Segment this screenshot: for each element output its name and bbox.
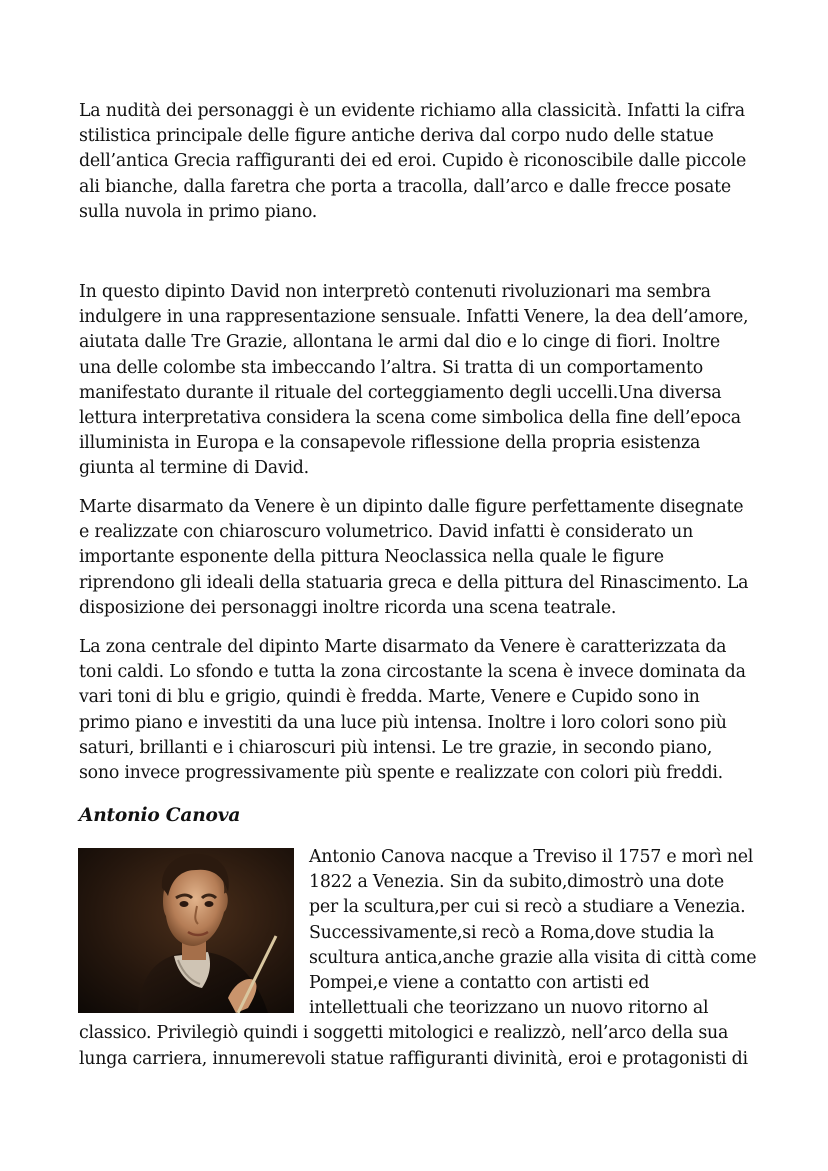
text-line: 1822 a Venezia. Sin da subito,dimostrò una dote bbox=[309, 872, 724, 893]
paragraph-chiaroscuro bbox=[79, 495, 751, 621]
text-line: vari toni di blu e grigio, quindi è fredda. Marte, Venere e Cupido sono in bbox=[79, 687, 700, 708]
text-line: dell’antica Grecia raffiguranti dei ed eroi. Cupido è riconoscibile dalle piccole bbox=[79, 151, 746, 172]
text-line: una delle colombe sta imbeccando l’altra. Si tratta di un comportamento bbox=[79, 357, 703, 378]
text-line: saturi, brillanti e i chiaroscuri più intensi. Le tre grazie, in secondo piano, bbox=[79, 737, 713, 758]
text-line: ali bianche, dalla faretra che porta a tracolla, dall’arco e dalle frecce posate bbox=[79, 176, 731, 197]
paragraph-interpretazione bbox=[79, 280, 751, 482]
text-line: e realizzate con chiaroscuro volumetrico. David infatti è considerato un bbox=[79, 522, 694, 543]
text-line: La zona centrale del dipinto Marte disarmato da Venere è caratterizzata da bbox=[79, 637, 727, 657]
text-line: indulgere in una rappresentazione sensuale. Infatti Venere, la dea dell’amore, bbox=[79, 307, 749, 328]
paragraph-toni bbox=[79, 635, 751, 786]
text-line: In questo dipinto David non interpretò contenuti rivoluzionari ma sembra bbox=[79, 282, 711, 302]
text-line: Successivamente,si recò a Roma,dove studia la bbox=[309, 922, 715, 943]
text-line: aiutata dalle Tre Grazie, allontana le armi dal dio e lo cinge di fiori. Inoltre bbox=[79, 332, 720, 353]
text-line: illuminista in Europa e la consapevole riflessione della propria esistenza bbox=[79, 433, 701, 454]
text-line: manifestato durante il rituale del corteggiamento degli uccelli.Una diversa bbox=[79, 382, 722, 403]
text-line: primo piano e investiti da una luce più intensa. Inoltre i loro colori sono più bbox=[79, 712, 727, 733]
text-line: scultura antica,anche grazie alla visita di città come bbox=[309, 947, 757, 968]
text-line: disposizione dei personaggi inoltre ricorda una scena teatrale. bbox=[79, 597, 617, 618]
text-line: importante esponente della pittura Neoclassica nella quale le figure bbox=[79, 547, 664, 568]
text-line: lunga carriera, innumerevoli statue raffiguranti divinità, eroi e protagonisti di bbox=[79, 1048, 748, 1069]
paragraph-canova bbox=[79, 845, 757, 1072]
text-line: per la scultura,per cui si recò a studiare a Venezia. bbox=[309, 897, 746, 918]
text-line: riprendono gli ideali della statuaria greca e della pittura del Rinascimento. La bbox=[79, 572, 749, 593]
text-line: La nudità dei personaggi è un evidente richiamo alla classicità. Infatti la cifra bbox=[79, 101, 745, 121]
paragraph-classicita bbox=[79, 99, 751, 225]
text-line: classico. Privilegiò quindi i soggetti mitologici e realizzò, nell’arco della sua bbox=[79, 1023, 729, 1044]
text-line: Marte disarmato da Venere è un dipinto dalle figure perfettamente disegnate bbox=[79, 497, 744, 517]
text-line: toni caldi. Lo sfondo e tutta la zona circostante la scena è invece dominata da bbox=[79, 662, 746, 683]
text-line: Pompei,e viene a contatto con artisti ed bbox=[309, 973, 650, 994]
text-line: lettura interpretativa considera la scena come simbolica della fine dell’epoca bbox=[79, 408, 741, 429]
text-line: Antonio Canova nacque a Treviso il 1757 e morì nel bbox=[309, 847, 754, 867]
text-line: stilistica principale delle figure antiche deriva dal corpo nudo delle statue bbox=[79, 126, 714, 147]
text-line: intellettuali che teorizzano un nuovo ritorno al bbox=[309, 998, 709, 1019]
text-line: giunta al termine di David. bbox=[79, 458, 309, 479]
text-line: sulla nuvola in primo piano. bbox=[79, 201, 318, 222]
section-heading: Antonio Canova bbox=[79, 805, 241, 826]
text-line: sono invece progressivamente più spente e realizzate con colori più freddi. bbox=[79, 763, 723, 784]
